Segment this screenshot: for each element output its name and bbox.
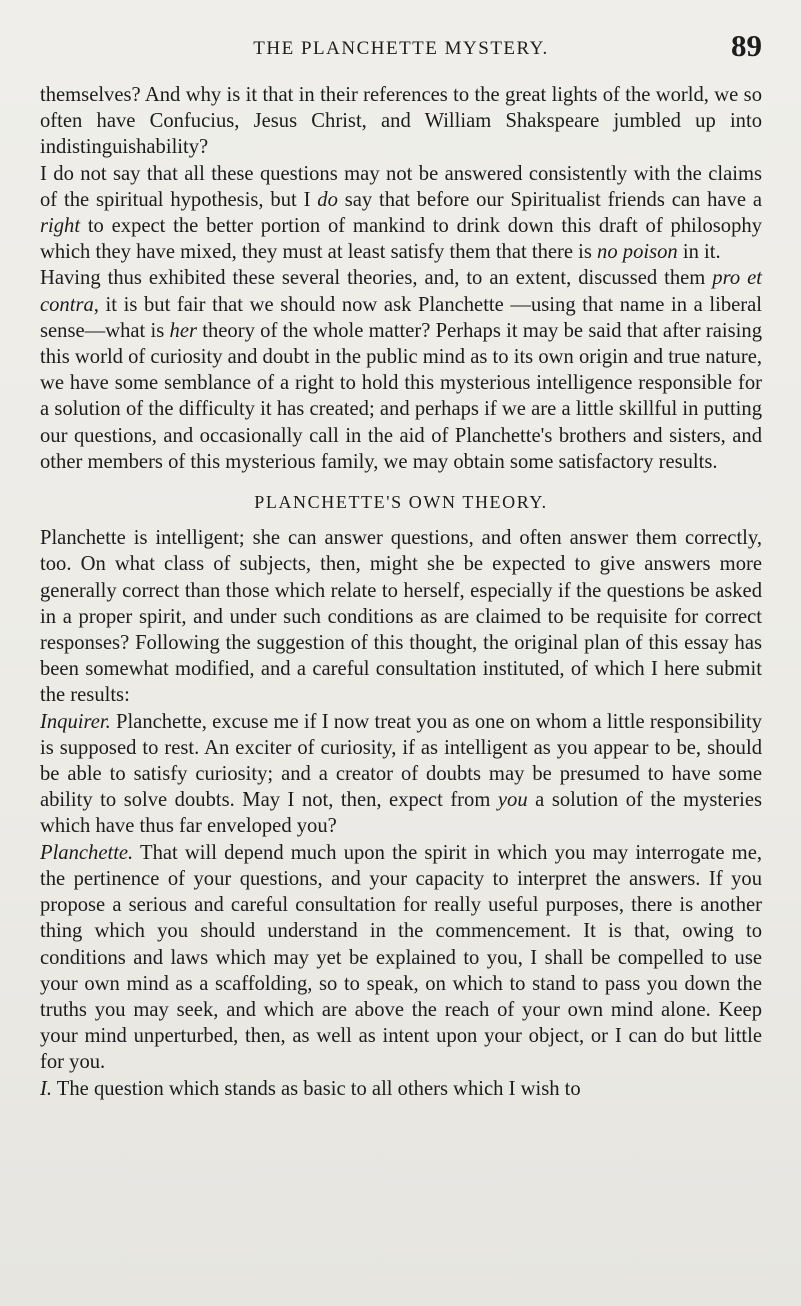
section-heading: PLANCHETTE'S OWN THEORY. — [254, 492, 548, 513]
speaker-inquirer: Inquirer. — [40, 710, 111, 733]
paragraph-7-text: The question which stands as basic to all others which I wish to — [52, 1077, 581, 1100]
paragraph-1-text: themselves? And why is it that in their references to the great lights of the world, we so often have Confucius, Jesus Christ, and William Shakspeare jumbled up into indistinguishability? — [40, 84, 762, 159]
paragraph-1 — [40, 82, 762, 161]
paragraph-5 — [40, 709, 762, 840]
paragraph-2-text-b: say that before our Spiritualist friends can have a — [337, 188, 762, 211]
paragraph-3-text-a: Having thus exhibited these several theories, and, to an extent, discussed them — [40, 267, 713, 290]
paragraph-5-text-a: Planchette, excuse me if I now treat you as one on whom a little responsibility is supposed to rest. An exciter of curiosity, if as intelligent as you appear to be, should be able to satisfy curiosity; and a creator of doubts may be presumed to have some ability to solve doubts. May I not, then, expect from — [40, 710, 762, 812]
page-number: 89 — [731, 28, 762, 63]
paragraph-2-emphasis-do: do — [317, 188, 338, 211]
running-title: THE PLANCHETTE MYSTERY. — [253, 38, 549, 59]
paragraph-2-text-a: I do not say that all these questions may not be answered consistently with the claims of the spiritual hypothesis, but I — [40, 162, 762, 211]
paragraph-2 — [40, 161, 762, 266]
paragraph-2-emphasis-right: right — [40, 215, 81, 238]
page-header — [40, 28, 762, 68]
speaker-i: I. — [40, 1077, 53, 1100]
speaker-planchette: Planchette. — [40, 841, 134, 864]
paragraph-3-text-b: , it is but fair that we should now ask Planchette —using that name in a liberal sense—what is — [40, 293, 762, 342]
paragraph-4-text: Planchette is intelligent; she can answer questions, and often answer them correctly, too. On what class of subjects, then, might she be expected to give answers more generally correct than those which relate to herself, especially if the questions be asked in a proper spirit, and under such conditions as are claimed to be requisite for correct responses? Following the suggestion of this thought, the original plan of this essay has been somewhat modified, and a careful consultation instituted, of which I here submit the results: — [40, 527, 762, 707]
paragraph-7 — [40, 1076, 762, 1102]
paragraph-2-text-d: in it. — [677, 241, 721, 264]
paragraph-3-text-c: theory of the whole matter? Perhaps it may be said that after raising this world of curiosity and doubt in the public mind as to its own origin and true nature, we have some semblance of a right to hold this mysterious intelligence responsible for a solution of the difficulty it has created; and perhaps if we are a little skillful in putting our questions, and occasionally call in the aid of Planchette's brothers and sisters, and other members of this mysterious family, we may obtain some satisfactory results. — [40, 319, 762, 473]
paragraph-6-text: That will depend much upon the spirit in which you may interrogate me, the pertinence of your questions, and your capacity to interpret the answers. If you propose a serious and careful consultation for really useful purposes, there is another thing which you should understand in the commencement. It is that, owing to conditions and laws which may yet be explained to you, I shall be compelled to use your own mind as a scaffolding, so to speak, on which to stand to pass you down the truths you may seek, and which are above the reach of your own mind alone. Keep your mind unperturbed, then, as well as intent upon your object, or I can do but little for you. — [40, 841, 762, 1074]
paragraph-5-emphasis-you: you — [497, 789, 528, 812]
body-text — [40, 82, 762, 1102]
paragraph-6 — [40, 840, 762, 1076]
paragraph-2-text-c: to expect the better portion of mankind to drink down this draft of philosophy which they have mixed, they must at least satisfy them that there is — [40, 215, 762, 264]
paragraph-2-emphasis-no-poison: no poison — [597, 241, 678, 264]
paragraph-4 — [40, 525, 762, 708]
paragraph-3 — [40, 265, 762, 475]
paragraph-3-emphasis-her: her — [169, 319, 197, 342]
paragraph-5-text-b: a solution of the mysteries which have thus far enveloped you? — [40, 789, 762, 838]
paragraph-3-emphasis-pro-et-contra: pro et contra — [40, 267, 762, 316]
